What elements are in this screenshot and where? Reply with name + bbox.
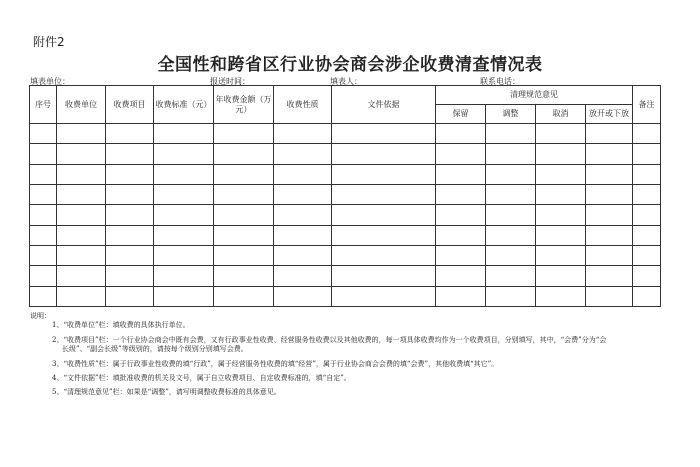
table-cell (486, 184, 536, 204)
table-cell (154, 124, 214, 144)
table-cell (30, 144, 57, 164)
table-cell (436, 205, 486, 225)
header-keep: 保留 (436, 105, 486, 124)
table-row (30, 184, 661, 204)
table-cell (30, 286, 57, 306)
table-cell (274, 286, 332, 306)
table-cell (536, 245, 586, 265)
table-cell (486, 205, 536, 225)
table-cell (436, 286, 486, 306)
table-cell (106, 286, 154, 306)
table-cell (154, 286, 214, 306)
table-row (30, 144, 661, 164)
table-cell (436, 144, 486, 164)
table-row (30, 205, 661, 225)
table-cell (633, 124, 661, 144)
table-cell (57, 266, 106, 286)
table-cell (536, 144, 586, 164)
table-cell (106, 144, 154, 164)
table-cell (586, 225, 633, 245)
table-cell (214, 124, 274, 144)
table-row (30, 124, 661, 144)
table-cell (274, 245, 332, 265)
table-cell (274, 184, 332, 204)
table-cell (633, 286, 661, 306)
table-cell (57, 144, 106, 164)
table-cell (486, 245, 536, 265)
meta-unit: 填表单位： (30, 77, 70, 86)
table-cell (586, 245, 633, 265)
table-cell (57, 164, 106, 184)
table-row (30, 225, 661, 245)
table-cell (214, 245, 274, 265)
table-cell (536, 124, 586, 144)
table-cell (332, 225, 436, 245)
table-cell (436, 245, 486, 265)
table-cell (332, 286, 436, 306)
note-item: 长级”、“副会长级”等级别的，请按每个级别分别填写会费。 (62, 345, 248, 353)
table-cell (154, 164, 214, 184)
table-cell (536, 205, 586, 225)
table-cell (57, 184, 106, 204)
table-cell (106, 124, 154, 144)
table-cell (633, 205, 661, 225)
notes-label: 说明： (30, 312, 51, 320)
table-cell (214, 164, 274, 184)
table-cell (633, 184, 661, 204)
note-item: 1、“收费单位”栏：填收费的具体执行单位。 (52, 321, 190, 329)
table-cell (154, 225, 214, 245)
meta-phone: 联系电话： (480, 77, 520, 86)
table-cell (436, 164, 486, 184)
table-cell (106, 266, 154, 286)
table-cell (57, 124, 106, 144)
table-cell (154, 245, 214, 265)
meta-filler: 填表人： (330, 77, 362, 86)
table-cell (436, 225, 486, 245)
table-cell (332, 124, 436, 144)
table-cell (332, 144, 436, 164)
table-cell (586, 144, 633, 164)
note-item: 3、“收费性质”栏：属于行政事业性收费的填“行政”，属于经营服务性收费的填“经营”，属于行业协会商会会费的填“会费”，其他收费填“其它”。 (52, 360, 499, 368)
table-cell (633, 245, 661, 265)
table-cell (586, 184, 633, 204)
table-cell (106, 184, 154, 204)
table-cell (57, 225, 106, 245)
table-cell (214, 205, 274, 225)
table-cell (30, 184, 57, 204)
header-adjust: 调整 (486, 105, 536, 124)
table-cell (106, 225, 154, 245)
table-cell (30, 245, 57, 265)
table-cell (586, 286, 633, 306)
header-item: 收费项目 (106, 86, 154, 124)
header-open: 放开或下放 (586, 105, 633, 124)
table-cell (214, 184, 274, 204)
table-cell (536, 266, 586, 286)
table-cell (30, 164, 57, 184)
table-cell (586, 266, 633, 286)
table-cell (274, 164, 332, 184)
table-row (30, 245, 661, 265)
table-cell (586, 124, 633, 144)
table-cell (154, 205, 214, 225)
table-cell (332, 184, 436, 204)
table-cell (274, 266, 332, 286)
meta-date: 报送时间： (210, 77, 250, 86)
table-cell (214, 266, 274, 286)
table-cell (536, 164, 586, 184)
table-cell (57, 205, 106, 225)
table-cell (30, 124, 57, 144)
table-cell (436, 124, 486, 144)
table-cell (536, 225, 586, 245)
table-cell (274, 144, 332, 164)
header-unit: 收费单位 (57, 86, 106, 124)
table-cell (30, 205, 57, 225)
table-cell (57, 286, 106, 306)
table-cell (633, 266, 661, 286)
table-cell (214, 144, 274, 164)
table-cell (57, 245, 106, 265)
note-item: 2、“收费项目”栏：一个行业协会商会中既有会费，又有行政事业性收费、经营服务性收费以及其他收费的，每一项具体收费均作为一个收费项目，分别填写，其中，“会费”分为“会 (52, 336, 607, 344)
table-cell (486, 286, 536, 306)
table-cell (154, 184, 214, 204)
table-cell (332, 266, 436, 286)
table-cell (332, 164, 436, 184)
table-cell (486, 144, 536, 164)
header-remark: 备注 (633, 86, 661, 124)
table-cell (486, 225, 536, 245)
table-cell (486, 266, 536, 286)
table-cell (30, 266, 57, 286)
table-cell (633, 164, 661, 184)
table-cell (332, 205, 436, 225)
header-basis: 文件依据 (332, 86, 436, 124)
table-cell (274, 205, 332, 225)
table-cell (214, 286, 274, 306)
table-cell (586, 164, 633, 184)
table-cell (436, 184, 486, 204)
table-cell (633, 144, 661, 164)
table-cell (633, 225, 661, 245)
header-seq: 序号 (30, 86, 57, 124)
note-item: 5、“清理规范意见”栏：如果是“调整”，请写明调整收费标准的具体意见。 (52, 388, 281, 396)
table-cell (154, 144, 214, 164)
attachment-label: 附件2 (33, 35, 65, 49)
table-cell (214, 225, 274, 245)
table-cell (154, 266, 214, 286)
table-cell (274, 124, 332, 144)
table-row (30, 164, 661, 184)
header-annual: 年收费金额（万元） (214, 86, 274, 124)
table-cell (586, 205, 633, 225)
table-cell (106, 245, 154, 265)
table-cell (106, 164, 154, 184)
table-cell (106, 205, 154, 225)
table-cell (486, 124, 536, 144)
header-nature: 收费性质 (274, 86, 332, 124)
note-item: 4、“文件依据”栏：填批准收费的机关及文号，属于自立收费项目、自定收费标准的，填“自定”。 (52, 374, 351, 382)
table-cell (274, 225, 332, 245)
header-cancel: 取消 (536, 105, 586, 124)
page-title: 全国性和跨省区行业协会商会涉企收费清查情况表 (157, 55, 543, 75)
table-cell (486, 164, 536, 184)
header-standard: 收费标准（元） (154, 86, 214, 124)
table-cell (536, 184, 586, 204)
table-cell (436, 266, 486, 286)
fee-table (29, 85, 661, 307)
table-cell (30, 225, 57, 245)
table-row (30, 266, 661, 286)
table-cell (536, 286, 586, 306)
table-cell (332, 245, 436, 265)
header-opinion: 清理规范意见 (436, 86, 633, 105)
table-row (30, 286, 661, 306)
